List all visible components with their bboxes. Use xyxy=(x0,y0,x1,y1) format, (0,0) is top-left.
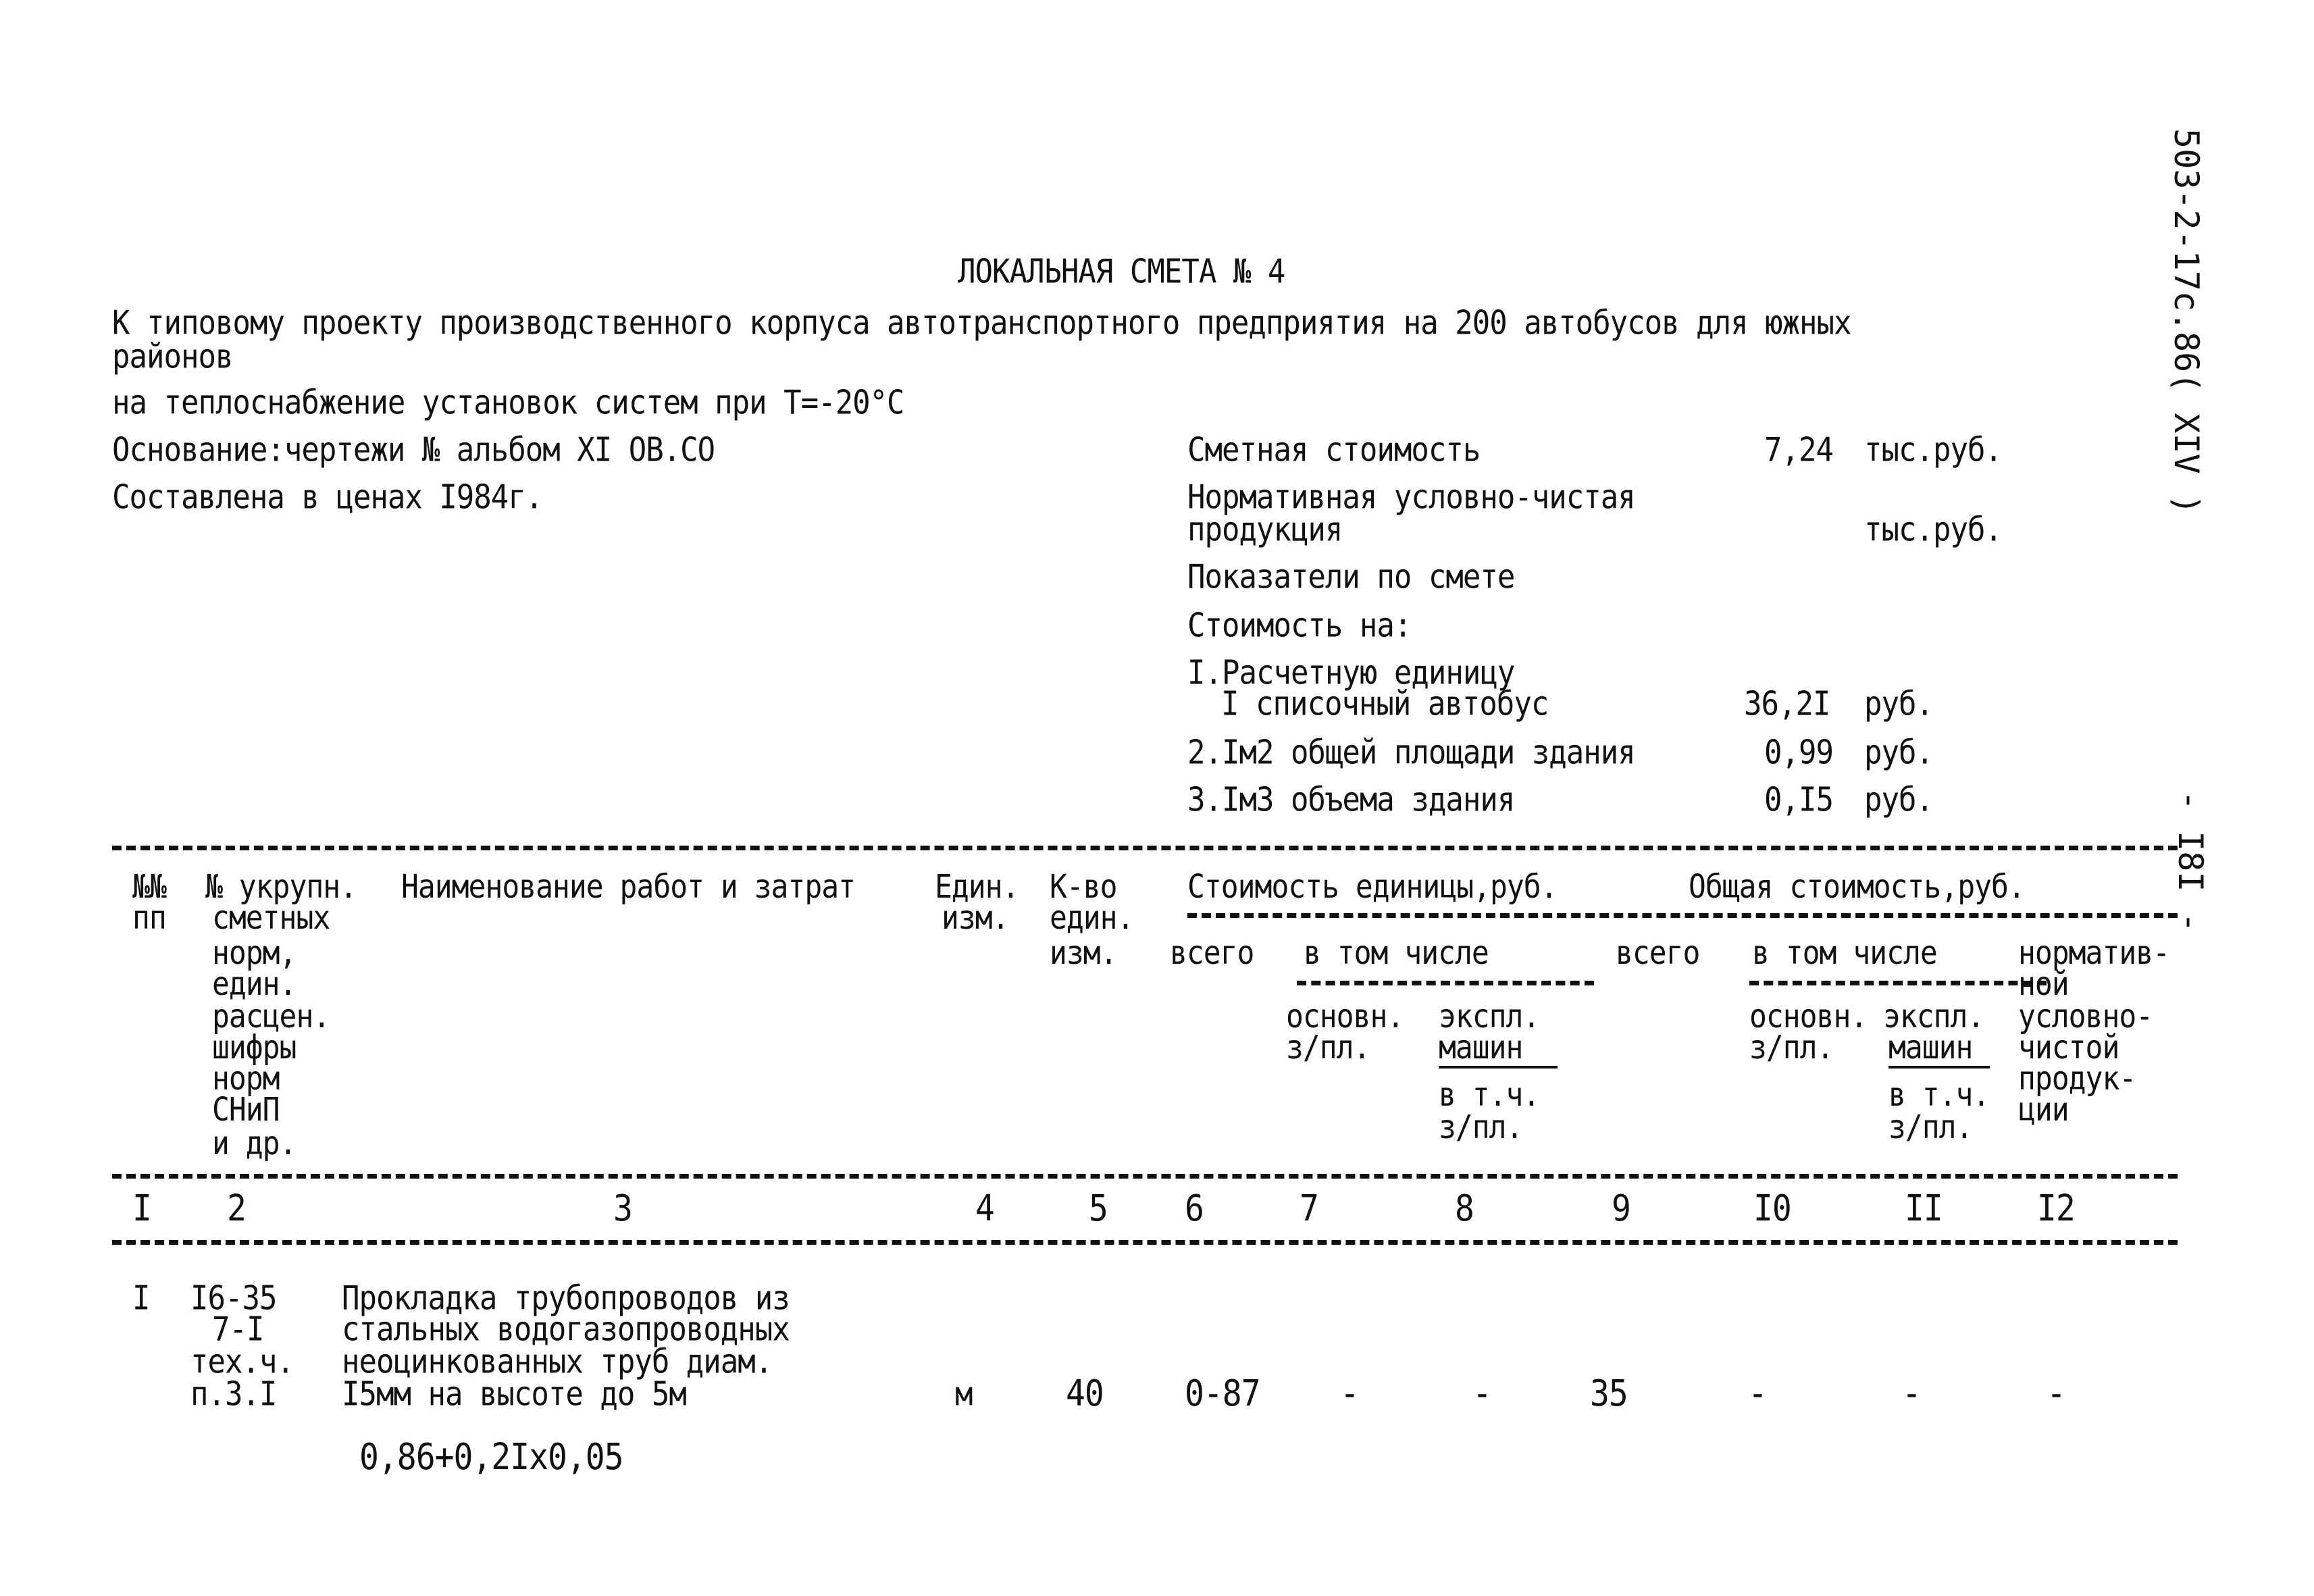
header-col11-line4: з/пл. xyxy=(1888,1108,1973,1147)
item2-unit: руб. xyxy=(1864,733,1933,772)
item2-value: 0,99 xyxy=(1764,733,1833,772)
header-col2-line7: норм xyxy=(212,1060,280,1098)
header-col2-line3: норм, xyxy=(212,934,297,973)
intro-line-1: К типовому проекту производственного корпуса автотранспортного предприятия на 200 автобусов для южных xyxy=(112,303,1851,342)
header-col1-line1: №№ xyxy=(132,868,166,906)
header-total-cost-group: Общая стоимость,руб. xyxy=(1689,868,2025,906)
column-number-10: I0 xyxy=(1753,1187,1791,1230)
row-unit-machine: - xyxy=(1472,1372,1491,1415)
header-col12-line6: ции xyxy=(2018,1091,2069,1129)
column-number-1: I xyxy=(132,1187,151,1230)
prices-line: Составлена в ценах I984г. xyxy=(112,478,543,517)
row-name-line2: стальных водогазопроводных xyxy=(342,1310,790,1349)
header-unit-cost-group: Стоимость единицы,руб. xyxy=(1187,868,1558,906)
header-col12-line3: условно- xyxy=(2018,998,2153,1036)
subject-line: на теплоснабжение установок систем при Т=-20°С xyxy=(112,383,904,422)
colnum-bottom-rule xyxy=(112,1240,2178,1245)
page-number: - I8I - xyxy=(2171,790,2210,933)
header-col11-line3: в т.ч. xyxy=(1888,1076,1990,1114)
total-cost-subrule xyxy=(1749,981,2047,985)
header-bottom-rule xyxy=(112,1174,2178,1179)
item3-label: 3.Iм3 объема здания xyxy=(1187,780,1515,819)
header-col5-line1: К-во xyxy=(1050,868,1117,906)
column-number-3: 3 xyxy=(613,1187,632,1230)
column-number-2: 2 xyxy=(227,1187,246,1230)
intro-line-2: районов xyxy=(112,337,233,376)
column-number-8: 8 xyxy=(1455,1187,1474,1230)
header-col2-line9: и др. xyxy=(212,1125,297,1163)
column-number-6: 6 xyxy=(1185,1187,1204,1230)
document-title: ЛОКАЛЬНАЯ СМЕТА № 4 xyxy=(958,252,1285,291)
row-qty: 40 xyxy=(1066,1372,1104,1415)
header-col6: всего xyxy=(1170,934,1254,973)
header-col5-line2: един. xyxy=(1050,899,1134,937)
group-header-rule xyxy=(1187,913,2178,918)
row-unit-wage: - xyxy=(1340,1372,1359,1415)
row-name-line1: Прокладка трубопроводов из xyxy=(342,1279,790,1318)
estimated-cost-label: Сметная стоимость xyxy=(1187,430,1481,469)
header-col12-line5: продук- xyxy=(2018,1060,2136,1098)
header-col8-line2: машин xyxy=(1439,1029,1523,1067)
header-col7-line2: з/пл. xyxy=(1286,1029,1370,1067)
row-total-machine: - xyxy=(1902,1372,1921,1415)
header-col10-line2: з/пл. xyxy=(1749,1029,1834,1067)
side-document-code: 503-2-17с.86( XIV ) xyxy=(2167,128,2206,515)
row-formula: 0,86+0,2Iх0,05 xyxy=(359,1435,623,1478)
header-col10-line1: основн. xyxy=(1749,998,1868,1036)
row-no: I xyxy=(132,1279,150,1318)
header-col7-line1: основн. xyxy=(1286,998,1404,1036)
column-number-11: II xyxy=(1905,1187,1943,1230)
column-number-5: 5 xyxy=(1089,1187,1108,1230)
normative-label-1: Нормативная условно-чистая xyxy=(1187,478,1635,517)
column-number-12: I2 xyxy=(2037,1187,2075,1230)
header-col5-line3: изм. xyxy=(1050,934,1117,973)
header-col2-line8: СНиП xyxy=(212,1091,280,1129)
header-col8-line3: в т.ч. xyxy=(1439,1076,1540,1114)
header-col1-line2: пп xyxy=(132,899,166,937)
item1-line-1: I.Расчетную единицу xyxy=(1187,653,1515,692)
header-col12-line2: ной xyxy=(2018,965,2069,1004)
header-col3: Наименование работ и затрат xyxy=(401,868,855,906)
item3-unit: руб. xyxy=(1864,780,1933,819)
header-col8-line4: з/пл. xyxy=(1439,1108,1523,1147)
header-col11-line1: экспл. xyxy=(1883,998,1984,1036)
estimated-cost-value: 7,24 xyxy=(1764,430,1833,469)
row-unit: м xyxy=(955,1374,973,1414)
header-unit-breakdown: в том числе xyxy=(1304,934,1489,973)
row-code-line2: 7-I xyxy=(212,1310,264,1349)
header-col2-line5: расцен. xyxy=(212,998,330,1036)
table-top-rule xyxy=(112,846,2178,850)
col8-underline xyxy=(1439,1066,1558,1069)
col11-underline xyxy=(1888,1066,1990,1069)
row-unit-total: 0-87 xyxy=(1185,1372,1260,1415)
column-number-4: 4 xyxy=(975,1187,994,1230)
row-total-wage: - xyxy=(1748,1372,1767,1415)
header-col8-line1: экспл. xyxy=(1439,998,1540,1036)
header-col4-line1: Един. xyxy=(935,868,1019,906)
header-col11-line2: машин xyxy=(1888,1029,1973,1067)
header-col2-line1: № укрупн. xyxy=(205,868,357,906)
row-normative: - xyxy=(2047,1372,2065,1415)
normative-label-2: продукция xyxy=(1187,510,1343,549)
row-name-line4: I5мм на высоте до 5м xyxy=(342,1374,686,1414)
header-col2-line4: един. xyxy=(212,965,297,1004)
header-col9: всего xyxy=(1616,934,1700,973)
header-col2-line6: шифры xyxy=(212,1029,297,1067)
unit-cost-subrule xyxy=(1297,981,1594,985)
indicators-label: Показатели по смете xyxy=(1187,557,1515,596)
header-col12-line1: норматив- xyxy=(2018,934,2169,973)
header-total-breakdown: в том числе xyxy=(1752,934,1937,973)
item1-value: 36,2I xyxy=(1744,684,1830,723)
item1-unit: руб. xyxy=(1864,684,1933,723)
estimated-cost-unit: тыс.руб. xyxy=(1864,430,2002,469)
column-number-9: 9 xyxy=(1612,1187,1630,1230)
column-number-7: 7 xyxy=(1300,1187,1318,1230)
cost-for-label: Стоимость на: xyxy=(1187,606,1412,645)
header-col2-line2: сметных xyxy=(212,899,330,937)
item2-label: 2.Iм2 общей площади здания xyxy=(1187,733,1635,772)
row-total: 35 xyxy=(1590,1372,1628,1415)
row-name-line3: неоцинкованных труб диам. xyxy=(342,1342,773,1381)
normative-unit: тыс.руб. xyxy=(1864,510,2002,549)
basis-line: Основание:чертежи № альбом XI ОВ.СО xyxy=(112,430,715,469)
row-code-line3: тех.ч. xyxy=(190,1342,294,1381)
row-code-line1: I6-35 xyxy=(190,1279,277,1318)
row-code-line4: п.3.I xyxy=(190,1374,277,1414)
item3-value: 0,I5 xyxy=(1764,780,1833,819)
header-col12-line4: чистой xyxy=(2018,1029,2119,1067)
item1-line-2: I списочный автобус xyxy=(1221,684,1549,723)
header-col4-line2: изм. xyxy=(942,899,1009,937)
